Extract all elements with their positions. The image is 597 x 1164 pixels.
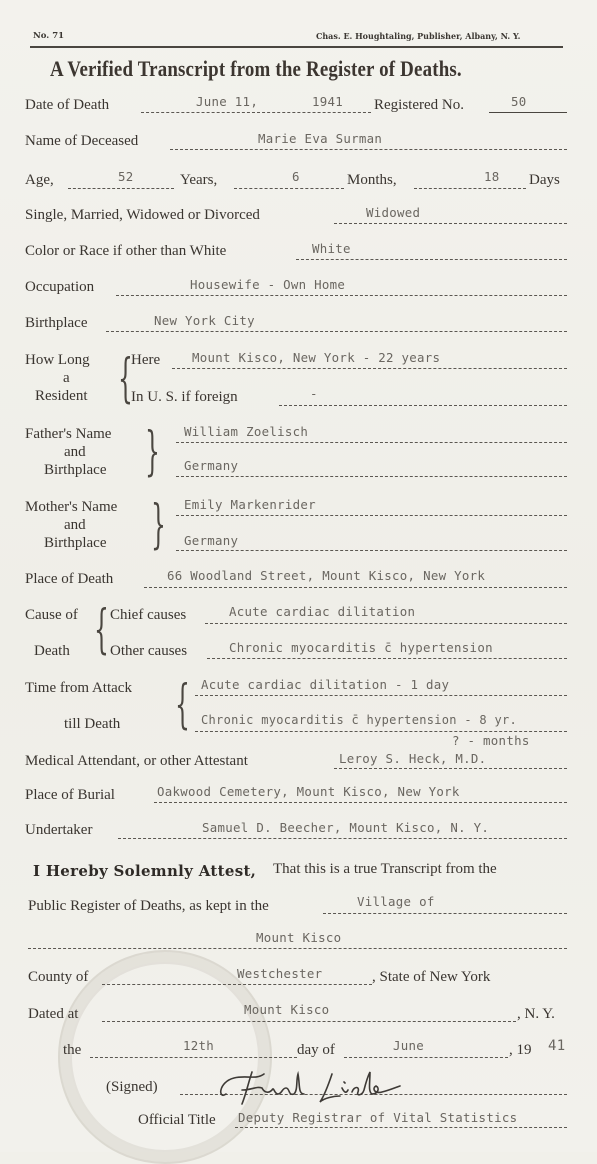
medical-attendant-label: Medical Attendant, or other Attestant <box>25 753 248 769</box>
public-register-label: Public Register of Deaths, as kept in the <box>28 898 269 914</box>
official-title-line <box>235 1127 567 1128</box>
date-of-death-label: Date of Death <box>25 97 110 113</box>
father-birthplace-label: Birthplace <box>44 462 107 478</box>
register-kept-value: Village of <box>357 894 435 909</box>
here-line <box>172 368 567 369</box>
birthplace-value: New York City <box>154 313 255 328</box>
days-label: Days <box>529 172 560 188</box>
publisher-line: Chas. E. Houghtaling, Publisher, Albany, N. Y. <box>316 31 521 41</box>
birthplace-label: Birthplace <box>25 315 88 331</box>
other-causes-label: Other causes <box>110 643 188 659</box>
day-line <box>90 1057 297 1058</box>
time-attack-value-2b: ? - months <box>452 733 530 748</box>
chief-causes-value: Acute cardiac dilitation <box>229 604 416 619</box>
fathers-name-label: Father's Name <box>25 426 112 442</box>
marital-status-label: Single, Married, Widowed or Divorced <box>25 207 260 223</box>
occupation-value: Housewife - Own Home <box>190 277 346 292</box>
occupation-line <box>116 295 567 296</box>
years-label: Years, <box>180 172 218 188</box>
marital-line <box>334 223 567 224</box>
here-label: Here <box>131 352 161 368</box>
signed-label: (Signed) <box>106 1079 158 1095</box>
father-name-line <box>176 442 567 443</box>
attest-heading: I Hereby Solemnly Attest, <box>33 862 257 880</box>
age-years-value: 52 <box>118 169 134 184</box>
year-suffix-value: 41 <box>548 1038 566 1054</box>
father-birthplace-line <box>176 476 567 477</box>
color-race-line <box>296 259 567 260</box>
other-causes-line <box>207 658 567 659</box>
in-us-label: In U. S. if foreign <box>131 389 238 405</box>
place-of-burial-value: Oakwood Cemetery, Mount Kisco, New York <box>157 784 460 799</box>
place-of-death-line <box>144 587 567 588</box>
official-title-label: Official Title <box>138 1112 216 1128</box>
name-line <box>170 149 567 150</box>
form-number: No. 71 <box>33 31 65 41</box>
in-us-line <box>279 405 567 406</box>
official-title-value: Deputy Registrar of Vital Statistics <box>238 1110 518 1125</box>
marital-status-value: Widowed <box>366 205 421 220</box>
time-attack-line-2 <box>195 731 567 732</box>
age-days-line <box>414 188 526 189</box>
time-attack-value-2: Chronic myocarditis c̄ hypertension - 8 yr. <box>201 713 518 727</box>
age-days-value: 18 <box>484 169 500 184</box>
date-of-death-year: 1941 <box>312 94 344 109</box>
months-label: Months, <box>347 172 397 188</box>
mothers-name-label: Mother's Name <box>25 499 118 515</box>
the-label: the <box>63 1042 82 1058</box>
attest-text: That this is a true Transcript from the <box>273 861 497 877</box>
occupation-label: Occupation <box>25 279 95 295</box>
date-of-death-value: June 11, <box>196 94 259 109</box>
age-months-value: 6 <box>292 169 300 184</box>
ny-label: , N. Y. <box>517 1006 555 1022</box>
state-of-label: , State of New York <box>372 969 491 985</box>
resident-brace: { <box>118 349 133 409</box>
place-of-death-value: 66 Woodland Street, Mount Kisco, New York <box>167 568 486 583</box>
father-and-label: and <box>64 444 86 460</box>
header-rule <box>30 46 563 48</box>
register-place-value: Mount Kisco <box>256 930 342 945</box>
registered-no-value: 50 <box>511 94 527 109</box>
month-value: June <box>393 1038 425 1053</box>
mother-birthplace-label: Birthplace <box>44 535 107 551</box>
time-brace: { <box>175 675 190 735</box>
resident-label: Resident <box>35 388 88 404</box>
chief-causes-label: Chief causes <box>110 607 187 623</box>
father-brace: } <box>145 422 160 482</box>
document-title: A Verified Transcript from the Register of Deaths. <box>50 56 462 81</box>
dated-at-value: Mount Kisco <box>244 1002 330 1017</box>
birthplace-line <box>106 331 567 332</box>
medical-attendant-line <box>334 768 567 769</box>
registered-no-label: Registered No. <box>374 97 464 113</box>
day-of-label: day of <box>297 1042 335 1058</box>
name-of-deceased-value: Marie Eva Surman <box>258 131 383 146</box>
death-label: Death <box>34 643 70 659</box>
till-death-label: till Death <box>64 716 121 732</box>
resident-here-value: Mount Kisco, New York - 22 years <box>192 350 441 365</box>
mother-birthplace-value: Germany <box>184 533 239 548</box>
medical-attendant-value: Leroy S. Heck, M.D. <box>339 751 487 766</box>
cause-brace: { <box>94 600 109 660</box>
other-causes-value: Chronic myocarditis c̄ hypertension <box>229 640 493 655</box>
place-of-burial-label: Place of Burial <box>25 787 115 803</box>
year-prefix-label: , 19 <box>509 1042 532 1058</box>
undertaker-line <box>118 838 567 839</box>
undertaker-value: Samuel D. Beecher, Mount Kisco, N. Y. <box>202 820 490 835</box>
how-long-a-label: a <box>63 370 70 386</box>
time-from-attack-label: Time from Attack <box>25 680 132 696</box>
register-kept-line <box>323 913 567 914</box>
color-race-value: White <box>312 241 351 256</box>
chief-causes-line <box>205 623 567 624</box>
resident-us-value: - <box>310 386 318 401</box>
county-line <box>102 984 372 985</box>
time-attack-line-1 <box>195 695 567 696</box>
age-label: Age, <box>25 172 54 188</box>
father-name-value: William Zoelisch <box>184 424 309 439</box>
age-months-line <box>234 188 344 189</box>
mother-brace: } <box>151 495 166 555</box>
county-value: Westchester <box>237 966 323 981</box>
register-place-line <box>28 948 567 949</box>
day-value: 12th <box>183 1038 215 1053</box>
cause-of-label: Cause of <box>25 607 78 623</box>
color-race-label: Color or Race if other than White <box>25 243 227 259</box>
registered-no-line <box>489 112 567 113</box>
name-of-deceased-label: Name of Deceased <box>25 133 139 149</box>
time-attack-value-1: Acute cardiac dilitation - 1 day <box>201 677 450 692</box>
signature <box>212 1060 412 1110</box>
dated-at-label: Dated at <box>28 1006 79 1022</box>
undertaker-label: Undertaker <box>25 822 93 838</box>
father-birthplace-value: Germany <box>184 458 239 473</box>
age-years-line <box>68 188 174 189</box>
how-long-label: How Long <box>25 352 90 368</box>
mother-name-line <box>176 515 567 516</box>
mother-birthplace-line <box>176 550 567 551</box>
month-line <box>344 1057 508 1058</box>
place-of-death-label: Place of Death <box>25 571 114 587</box>
place-of-burial-line <box>154 802 567 803</box>
mother-and-label: and <box>64 517 86 533</box>
county-of-label: County of <box>28 969 89 985</box>
dated-at-line <box>102 1021 516 1022</box>
mother-name-value: Emily Markenrider <box>184 497 316 512</box>
date-of-death-line <box>141 112 371 113</box>
